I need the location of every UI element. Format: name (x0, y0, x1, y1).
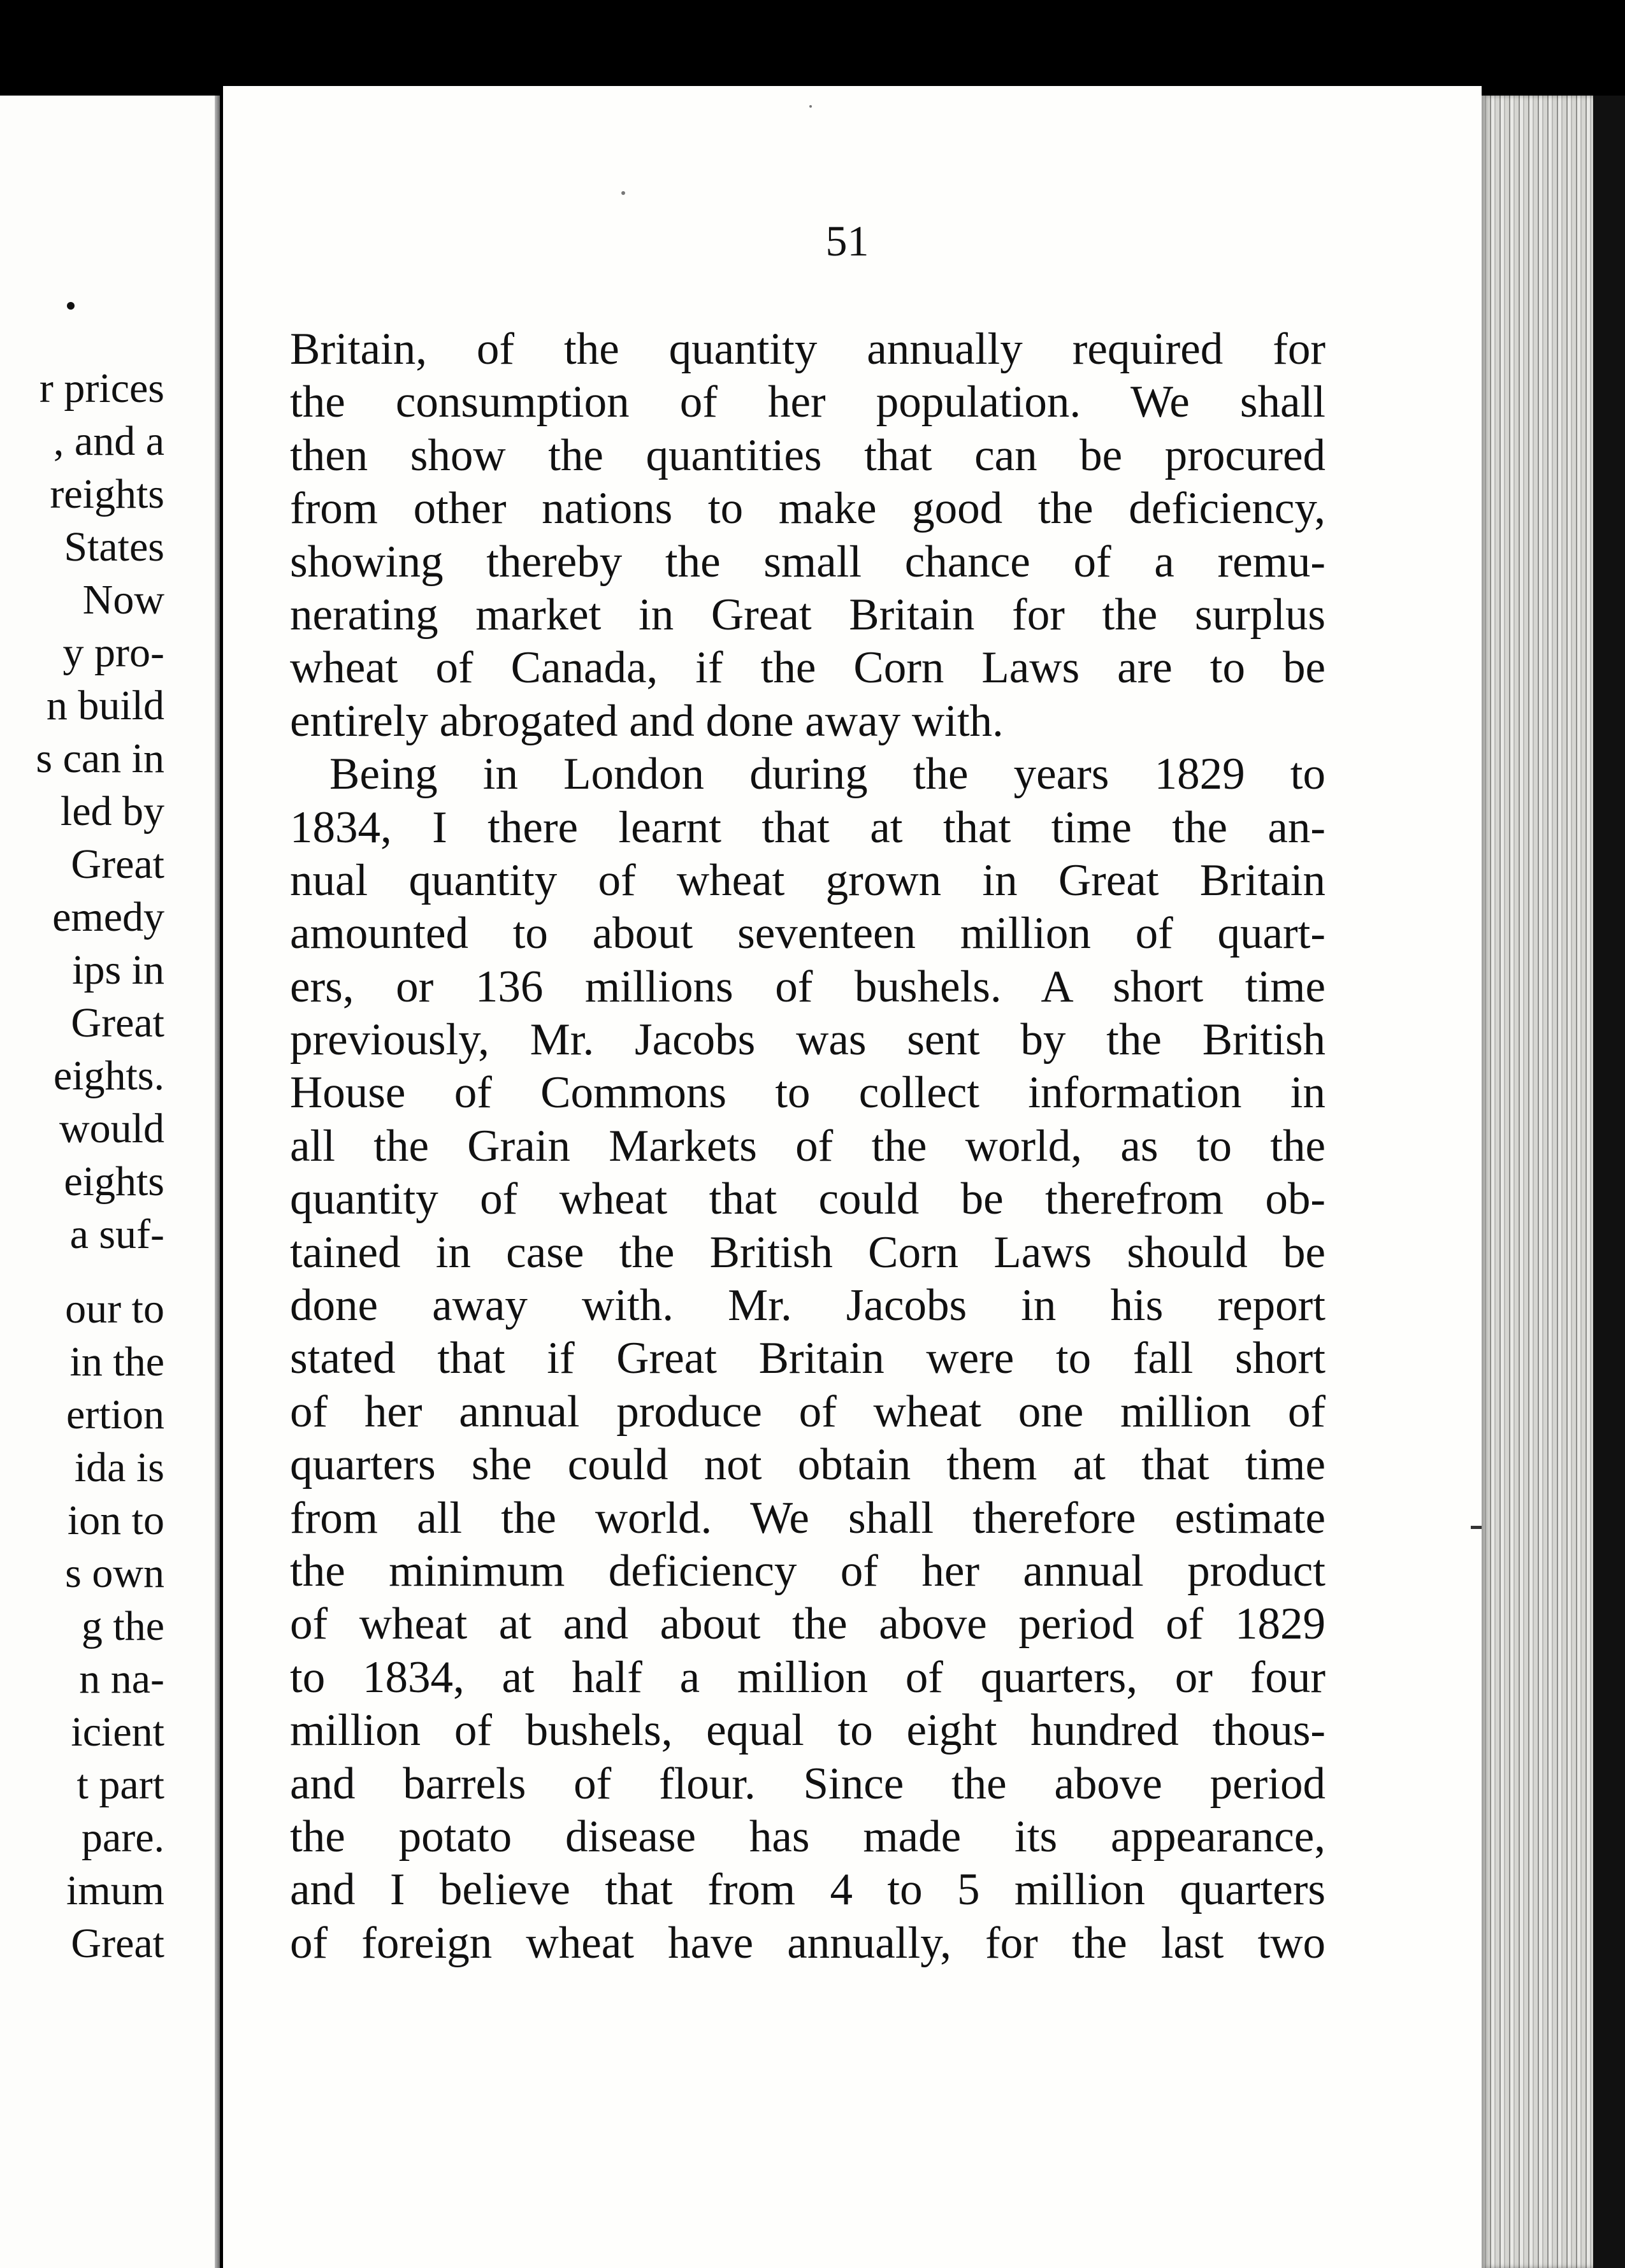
margin-mark (1471, 1526, 1482, 1529)
scan-border (1593, 96, 1625, 2268)
text-line: nual quantity of wheat grown in Great Britain (290, 855, 1325, 905)
text-line: stated that if Great Britain were to fall short (290, 1333, 1325, 1384)
text-fragment: eights. (53, 1052, 164, 1099)
book-page (223, 86, 1482, 2268)
text-fragment: , and a (53, 418, 164, 464)
text-fragment: imum (66, 1867, 164, 1914)
text-fragment: ida is (74, 1444, 164, 1491)
text-fragment: Great (71, 1000, 164, 1046)
text-fragment: a suf- (69, 1211, 164, 1258)
text-fragment: States (64, 524, 164, 570)
text-fragment: Great (71, 1920, 164, 1967)
text-line: quarters she could not obtain them at that time (290, 1440, 1325, 1490)
text-fragment: s own (65, 1550, 164, 1597)
paper-speck (809, 105, 812, 108)
text-line: nerating market in Great Britain for the surplus (290, 589, 1325, 640)
text-fragment: n build (46, 682, 164, 729)
text-line: of wheat at and about the above period of 1829 (290, 1599, 1325, 1649)
text-line: all the Grain Markets of the world, as to the (290, 1121, 1325, 1171)
text-fragment: r prices (39, 365, 164, 412)
paragraph-gap (0, 1261, 164, 1282)
text-line: million of bushels, equal to eight hundred thous- (290, 1705, 1325, 1756)
text-line: wheat of Canada, if the Corn Laws are to be (290, 643, 1325, 693)
text-fragment: t part (76, 1762, 164, 1808)
text-fragment: reights (50, 471, 164, 517)
text-line: Britain, of the quantity annually required for (290, 324, 1325, 374)
text-fragment: ertion (66, 1391, 164, 1438)
text-fragment: led by (60, 788, 164, 835)
text-line: then show the quantities that can be procured (290, 430, 1325, 480)
text-line: 1834, I there learnt that at that time the an- (290, 802, 1325, 852)
book-gutter (215, 96, 220, 2268)
text-line: and barrels of flour. Since the above period (290, 1758, 1325, 1809)
text-line: Being in London during the years 1829 to (329, 749, 1325, 800)
page-number: 51 (825, 217, 869, 265)
text-fragment: emedy (52, 894, 164, 940)
text-line: entirely abrogated and done away with. (290, 696, 1004, 746)
text-line: House of Commons to collect information in (290, 1068, 1325, 1118)
text-line: tained in case the British Corn Laws should be (290, 1227, 1325, 1277)
text-fragment: pare. (81, 1814, 164, 1861)
text-fragment: g the (81, 1603, 164, 1649)
text-fragment: n na- (79, 1656, 164, 1702)
text-line: showing thereby the small chance of a remu- (290, 536, 1325, 587)
text-line: done away with. Mr. Jacobs in his report (290, 1281, 1325, 1331)
text-line: of foreign wheat have annually, for the last two (290, 1918, 1325, 1968)
text-fragment: our to (65, 1286, 164, 1332)
ink-dot (67, 302, 75, 310)
text-line: to 1834, at half a million of quarters, or four (290, 1652, 1325, 1702)
text-fragment: y pro- (62, 629, 164, 676)
text-fragment: in the (69, 1339, 164, 1385)
previous-page-text-fragments (0, 362, 164, 1970)
text-fragment: icient (71, 1709, 164, 1755)
text-line: and I believe that from 4 to 5 million quarters (290, 1865, 1325, 1915)
text-line: from other nations to make good the deficiency, (290, 484, 1325, 534)
text-line: previously, Mr. Jacobs was sent by the British (290, 1015, 1325, 1065)
text-line: from all the world. We shall therefore estimate (290, 1493, 1325, 1543)
text-fragment: s can in (36, 735, 164, 782)
text-line: the minimum deficiency of her annual product (290, 1546, 1325, 1596)
text-line: quantity of wheat that could be therefrom ob- (290, 1174, 1325, 1224)
text-line: ers, or 136 millions of bushels. A short time (290, 961, 1325, 1012)
previous-page-edge (0, 96, 220, 2268)
text-fragment: would (59, 1105, 164, 1152)
text-fragment: eights (64, 1158, 164, 1205)
text-fragment: ion to (67, 1497, 164, 1544)
text-line: amounted to about seventeen million of quart- (290, 908, 1325, 959)
text-fragment: Now (82, 577, 164, 623)
text-fragment: ips in (72, 947, 164, 993)
text-line: the consumption of her population. We shall (290, 377, 1325, 427)
text-line: the potato disease has made its appearance, (290, 1811, 1325, 1862)
text-line: of her annual produce of wheat one million of (290, 1386, 1325, 1437)
page-body-text (290, 323, 1325, 1970)
paper-speck (621, 191, 625, 195)
text-fragment: Great (71, 841, 164, 887)
